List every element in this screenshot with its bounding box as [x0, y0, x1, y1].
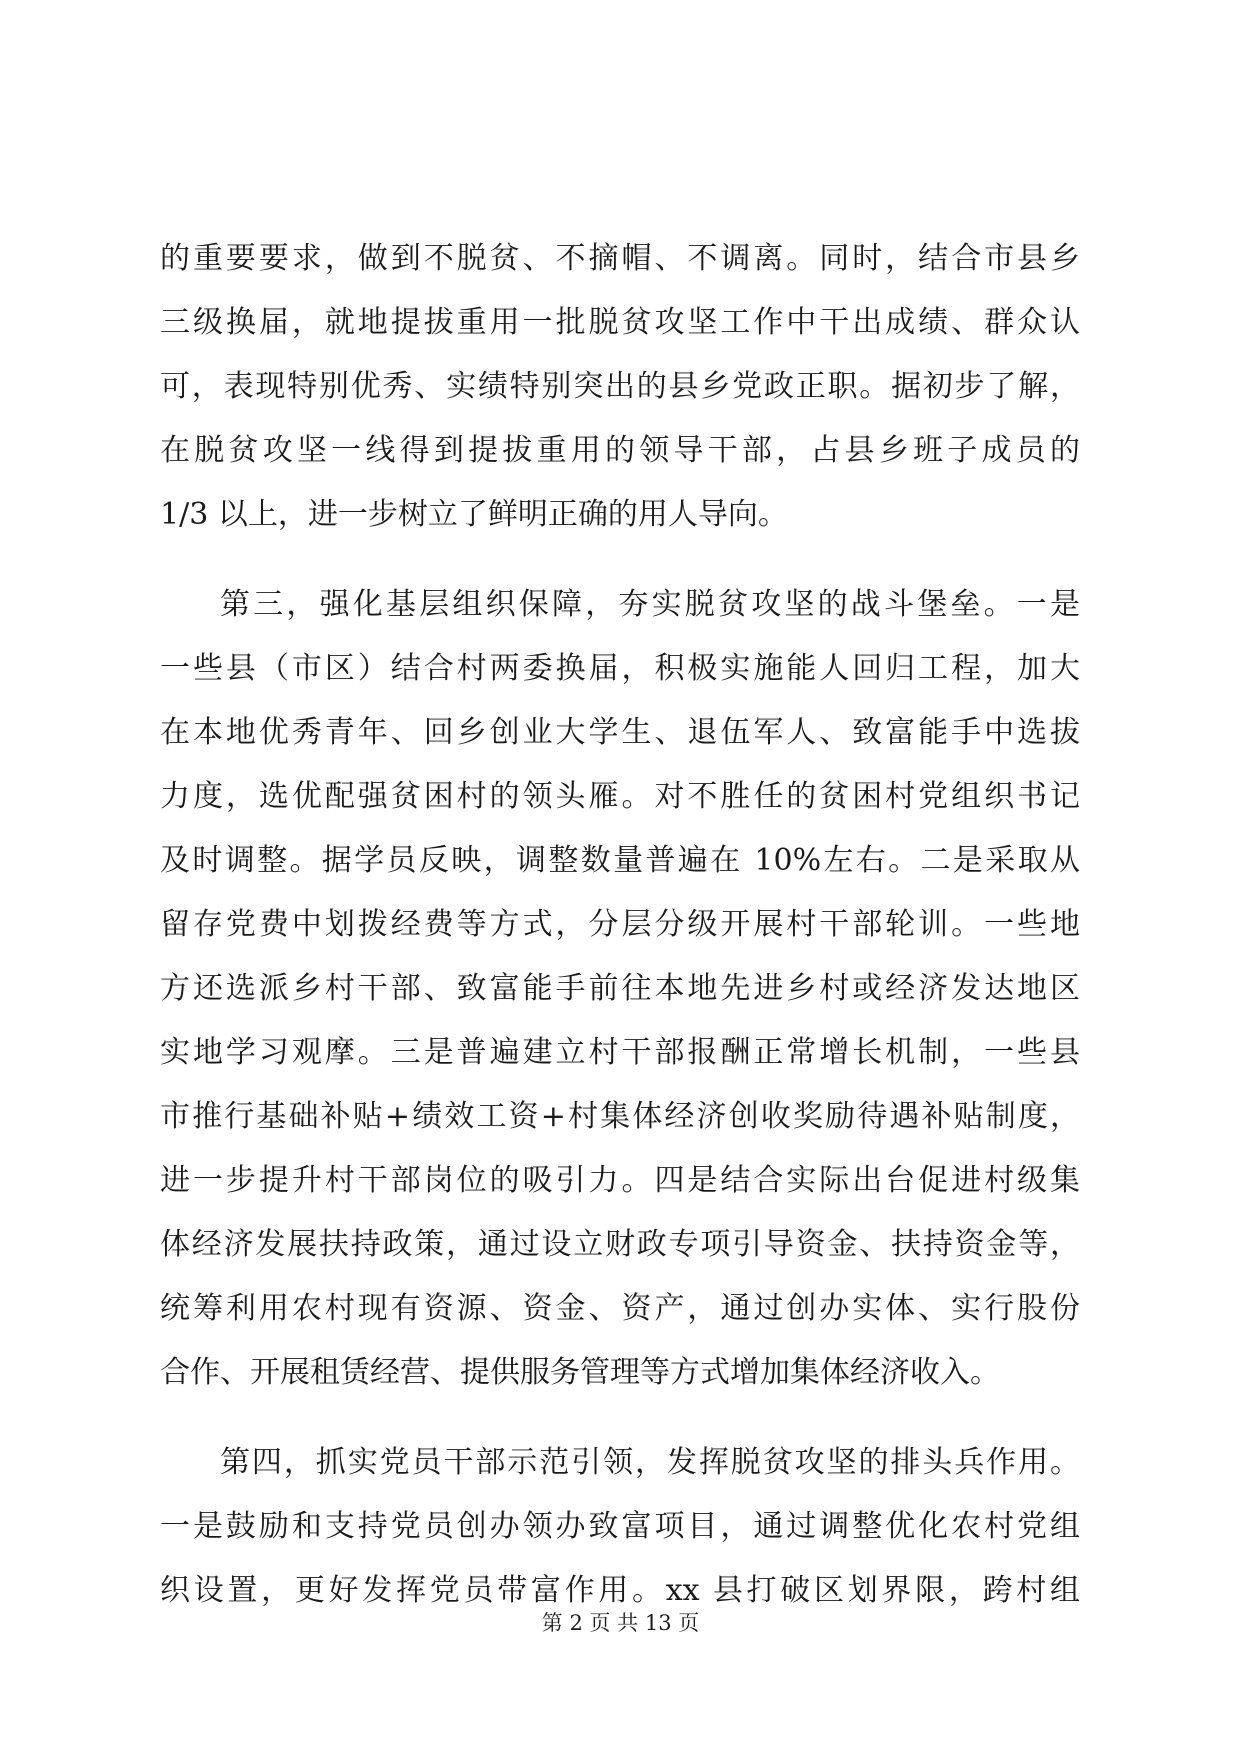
text-line: 力度，选优配强贫困村的领头雁。对不胜任的贫困村党组织书记: [160, 779, 1080, 814]
text-line: 一是鼓励和支持党员创办领办致富项目，通过调整优化农村党组: [160, 1509, 1080, 1544]
paragraph-1: [160, 227, 1080, 547]
text-line: 在本地优秀青年、回乡创业大学生、退伍军人、致富能手中选拔: [160, 715, 1080, 750]
text-line: 体经济发展扶持政策，通过设立财政专项引导资金、扶持资金等，: [160, 1227, 1080, 1262]
text-line: 进一步提升村干部岗位的吸引力。四是结合实际出台促进村级集: [160, 1163, 1080, 1198]
text-line: 一些县（市区）结合村两委换届，积极实施能人回归工程，加大: [160, 651, 1080, 686]
text-line: 可，表现特别优秀、实绩特别突出的县乡党政正职。据初步了解，: [160, 369, 1080, 404]
text-line: 在脱贫攻坚一线得到提拔重用的领导干部，占县乡班子成员的: [160, 433, 1080, 468]
text-line: 第四，抓实党员干部示范引领，发挥脱贫攻坚的排头兵作用。: [220, 1445, 1080, 1480]
page-number: 第 2 页 共 13 页: [541, 1611, 700, 1635]
text-line: 合作、开展租赁经营、提供服务管理等方式增加集体经济收入。: [160, 1355, 1000, 1390]
text-line: 统筹利用农村现有资源、资金、资产，通过创办实体、实行股份: [160, 1291, 1080, 1326]
text-line: 第三，强化基层组织保障，夯实脱贫攻坚的战斗堡垒。一是: [220, 587, 1080, 622]
text-line: 的重要要求，做到不脱贫、不摘帽、不调离。同时，结合市县乡: [160, 241, 1080, 276]
text-line: 三级换届，就地提拔重用一批脱贫攻坚工作中干出成绩、群众认: [160, 305, 1080, 340]
text-line: 及时调整。据学员反映，调整数量普遍在 10%左右。二是采取从: [160, 843, 1080, 878]
text-line: 留存党费中划拨经费等方式，分层分级开展村干部轮训。一些地: [160, 907, 1080, 942]
text-line: 实地学习观摩。三是普遍建立村干部报酬正常增长机制，一些县: [160, 1035, 1080, 1070]
text-line: 织设置，更好发挥党员带富作用。xx 县打破区划界限，跨村组: [160, 1573, 1080, 1608]
text-line: 市推行基础补贴+绩效工资+村集体经济创收奖励待遇补贴制度，: [160, 1099, 1080, 1134]
paragraph-2: [160, 573, 1080, 1405]
text-line: 方还选派乡村干部、致富能手前往本地先进乡村或经济发达地区: [160, 971, 1080, 1006]
text-line: 1/3 以上，进一步树立了鲜明正确的用人导向。: [160, 497, 788, 532]
body-text: [160, 227, 1080, 1649]
page-footer: [0, 1608, 1241, 1638]
paragraph-3: [160, 1431, 1080, 1623]
